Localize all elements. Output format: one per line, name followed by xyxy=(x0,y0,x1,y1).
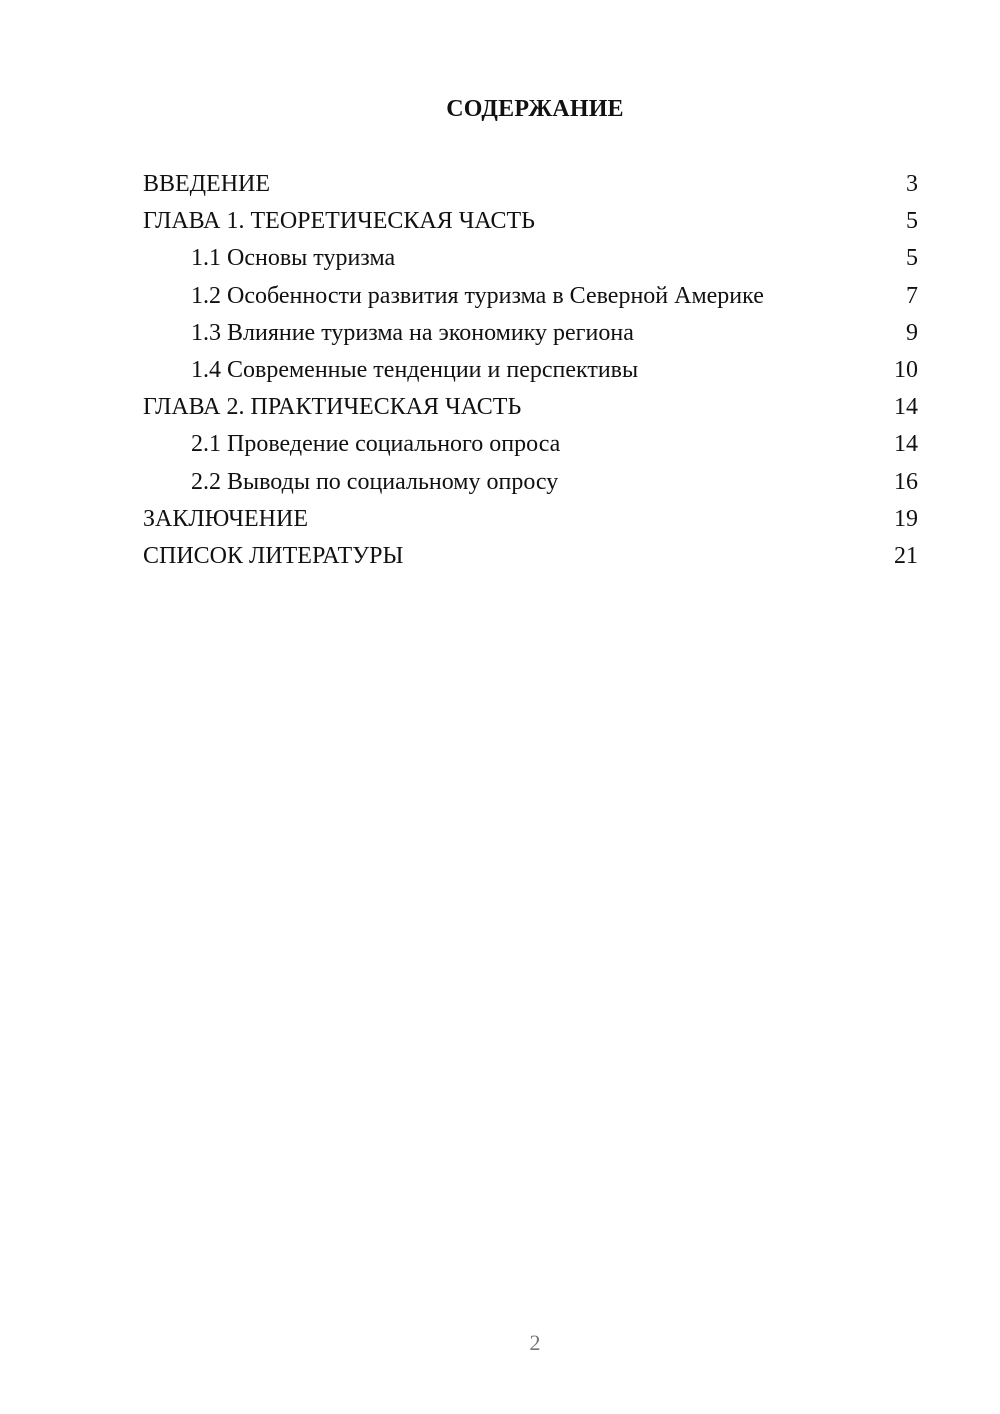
toc-entry-label: ГЛАВА 2. ПРАКТИЧЕСКАЯ ЧАСТЬ xyxy=(143,394,522,421)
toc-entry-section-2-2[interactable] xyxy=(143,464,918,501)
toc-entry-section-1-4[interactable] xyxy=(143,352,918,389)
toc-entry-page: 3 xyxy=(906,171,918,197)
toc-entry-label: ЗАКЛЮЧЕНИЕ xyxy=(143,505,308,532)
toc-entry-page: 14 xyxy=(894,394,918,421)
toc-entry-page: 14 xyxy=(894,431,918,458)
toc-entry-page: 9 xyxy=(906,319,918,346)
table-of-contents xyxy=(143,166,918,575)
toc-entry-page: 19 xyxy=(894,505,918,532)
toc-entry-page: 5 xyxy=(906,245,918,272)
toc-entry-introduction[interactable] xyxy=(143,166,918,203)
toc-entry-label: СПИСОК ЛИТЕРАТУРЫ xyxy=(143,542,404,569)
toc-entry-label: 1.3 Влияние туризма на экономику региона xyxy=(191,319,634,346)
toc-entry-page: 7 xyxy=(906,282,918,309)
toc-entry-page: 21 xyxy=(894,542,918,569)
toc-entry-chapter-1[interactable] xyxy=(143,203,918,240)
toc-entry-bibliography[interactable] xyxy=(143,538,918,575)
toc-entry-section-1-2[interactable] xyxy=(143,278,918,315)
toc-entry-page: 5 xyxy=(906,208,918,235)
toc-entry-label: ВВЕДЕНИЕ xyxy=(143,171,271,197)
toc-entry-section-1-3[interactable] xyxy=(143,315,918,352)
toc-entry-label: 1.2 Особенности развития туризма в Северной Америке xyxy=(191,282,764,309)
toc-entry-section-2-1[interactable] xyxy=(143,426,918,463)
toc-entry-chapter-2[interactable] xyxy=(143,389,918,426)
toc-entry-page: 16 xyxy=(894,468,918,495)
toc-entry-label: 2.2 Выводы по социальному опросу xyxy=(191,468,559,495)
toc-entry-label: ГЛАВА 1. ТЕОРЕТИЧЕСКАЯ ЧАСТЬ xyxy=(143,208,535,235)
toc-entry-label: 2.1 Проведение социального опроса xyxy=(191,431,561,458)
toc-entry-label: 1.1 Основы туризма xyxy=(191,245,396,272)
toc-entry-label: 1.4 Современные тенденции и перспективы xyxy=(191,356,639,383)
toc-entry-page: 10 xyxy=(894,356,918,383)
toc-entry-conclusion[interactable] xyxy=(143,501,918,538)
toc-title: СОДЕРЖАНИЕ xyxy=(446,96,624,122)
page-number: 2 xyxy=(529,1330,541,1355)
toc-entry-section-1-1[interactable] xyxy=(143,240,918,277)
